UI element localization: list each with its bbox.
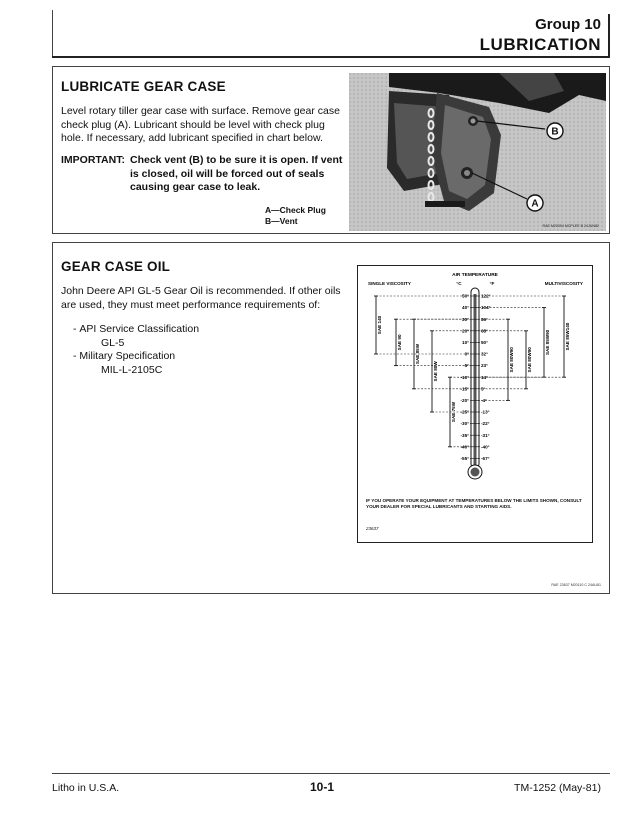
multi-range-sae-85w140-label: SAE 85W140 [565,322,570,351]
paragraph-line: are used, they must meet performance requirements of: [61,298,321,311]
single-viscosity-heading: SINGLE VISCOSITY [368,281,411,286]
celsius-tick-label: -35° [460,432,469,438]
photo-credit: RAE M20094 MCPLEE B 24JUN82 [542,224,599,228]
list-bullet: - [73,323,77,335]
important-line: causing gear case to leak. [130,181,261,193]
thermometer [468,288,482,479]
celsius-tick-label: -55° [460,456,469,461]
celsius-tick-label: 40° [462,305,469,311]
page-title: LUBRICATION [479,35,601,54]
multi-range-sae-85w90-label: SAE 85W90 [545,329,550,356]
section-paragraph [61,105,346,146]
celsius-tick-label: 0° [464,351,469,357]
chart-reference: 23637 [366,526,379,531]
celsius-tick-label: -15° [460,386,469,392]
celsius-tick-label: 10° [462,340,469,345]
fahrenheit-tick-label: -67° [481,456,490,461]
paragraph-line: check plug (A). Lubricant should be level with check plug [61,118,325,131]
figure-credit: RAE 23637 M20110 C 24AU81 [551,583,601,587]
single-range-sae-80w-label: SAE 80W [433,361,438,382]
fahrenheit-tick-label: 14° [481,374,488,380]
single-range-sae-85w-label: SAE 85W [415,343,420,365]
paragraph-line: Level rotary tiller gear case with surface. Remove gear case [61,105,340,117]
important-line: is closed, oil will be forced out of seals [130,167,325,180]
celsius-tick-label: 30° [462,316,469,322]
legend-item: B—Vent [265,216,298,226]
paragraph-line: hole. If necessary, add lubricant specified in chart below. [61,132,323,144]
footer-divider [52,773,610,774]
section-title: LUBRICATE GEAR CASE [61,79,226,94]
list-item-label: Military Specification [79,350,176,362]
page-number: 10-1 [310,780,335,794]
fahrenheit-tick-label: 32° [481,351,488,357]
celsius-tick-label: -30° [460,421,469,427]
footer-printed-in: Litho in U.S.A. [52,782,120,794]
fahrenheit-tick-label: 5° [481,386,486,392]
celsius-tick-label: -5° [463,363,469,369]
fahrenheit-tick-label: 122° [481,293,491,299]
chart-title: AIR TEMPERATURE [452,273,498,278]
group-label: Group 10 [535,16,601,33]
fahrenheit-tick-label: 104° [481,305,491,311]
paragraph-line: John Deere API GL-5 Gear Oil is recommended. If other oils [61,285,341,297]
multi-range-sae-80w90-label: SAE 80W90 [509,347,514,373]
list-bullet: - [73,350,77,362]
important-text [130,154,348,195]
single-range-sae-90-label: SAE 90 [397,334,402,351]
single-range-sae-75w-label: SAE 75W [451,401,456,423]
legend-item: A—Check Plug [265,205,326,215]
list-item [73,323,199,350]
celsius-tick-label: -20° [460,398,469,403]
multi-range-sae-80w90b-label: SAE 80W90 [527,347,532,373]
list-item-value: MIL-L-2105C [101,363,163,376]
celsius-tick-label: -10° [460,374,469,380]
viscosity-chart-graphic [358,266,592,496]
gear-case-oil-section [52,242,610,594]
important-line: Check vent (B) to be sure it is open. If vent [130,154,343,166]
important-note [61,154,341,198]
callout-label: B [551,126,559,138]
important-label: IMPORTANT: [61,154,125,166]
list-item-value: GL-5 [101,336,125,349]
viscosity-chart [357,265,593,543]
chart-caption: IF YOU OPERATE YOUR EQUIPMENT AT TEMPERATURES BELOW THE LIMITS SHOWN, CONSULT YOUR DEALER FOR SPECIAL LUBRICANTS AND STARTING AIDS. [366,498,582,509]
celsius-tick-label: -40° [460,444,469,450]
list-item [73,350,199,377]
fahrenheit-tick-label: 68° [481,328,488,334]
callout-label: A [531,198,539,210]
gear-case-illustration [349,73,606,231]
celsius-tick-label: 50° [462,293,469,299]
single-range-sae-140-label: SAE 140 [377,315,382,335]
left-margin-rule [52,10,53,58]
requirements-list [73,323,199,377]
section-paragraph [61,285,351,312]
fahrenheit-tick-label: -40° [481,444,490,450]
callout-a [527,195,543,211]
fahrenheit-tick-label: 50° [481,340,488,345]
list-item-label: API Service Classification [79,323,200,335]
lubricate-gear-case-section [52,66,610,234]
fahrenheit-tick-label: 86° [481,316,488,322]
fahrenheit-tick-label: 23° [481,363,488,369]
multi-viscosity-heading: MULTIVISCOSITY [544,281,583,286]
header-divider-vertical [608,14,610,56]
callout-b [547,123,563,139]
gear-case-photo [349,73,606,231]
fahrenheit-unit: °F [489,281,495,286]
celsius-tick-label: 20° [462,328,469,334]
fahrenheit-tick-label: -31° [481,432,490,438]
figure-legend [265,205,326,227]
celsius-tick-label: -25° [460,409,469,415]
section-title: GEAR CASE OIL [61,259,171,274]
celsius-unit: °C [456,281,462,286]
fahrenheit-tick-label: -22° [481,421,490,427]
header-divider [52,56,610,58]
fahrenheit-tick-label: -13° [481,409,490,415]
document-id: TM-1252 (May-81) [514,782,601,794]
fahrenheit-tick-label: -4° [481,398,487,403]
